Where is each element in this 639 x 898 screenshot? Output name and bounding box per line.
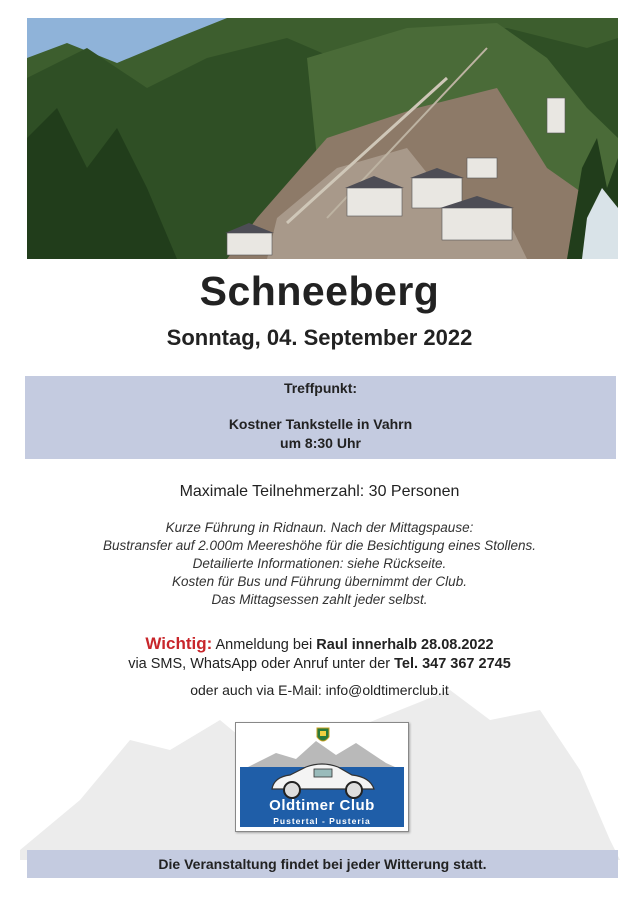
email-line: oder auch via E-Mail: info@oldtimerclub.it: [190, 682, 449, 698]
meeting-point-box: [25, 376, 616, 459]
registration-text: Anmeldung bei: [215, 637, 313, 653]
phone-number: Tel. 347 367 2745: [394, 656, 511, 672]
max-participants: Maximale Teilnehmerzahl: 30 Personen: [179, 483, 460, 500]
meeting-time: um 8:30 Uhr: [280, 435, 361, 451]
club-region: Pustertal - Pusteria: [273, 816, 371, 826]
meeting-label: Treffpunkt:: [283, 380, 358, 396]
description-line: Detailierte Informationen: siehe Rückseite.: [192, 556, 447, 571]
registration-line: [0, 634, 639, 654]
event-date: Sonntag, 04. September 2022: [166, 325, 473, 350]
header-photo: [27, 18, 618, 259]
description-line: Bustransfer auf 2.000m Meereshöhe für die Besichtigung eines Stollens.: [102, 538, 536, 553]
description-line: Das Mittagsessen zahlt jeder selbst.: [211, 592, 428, 607]
event-title: Schneeberg: [199, 268, 440, 314]
description: [0, 519, 639, 609]
contact-line: [0, 656, 639, 672]
important-label: Wichtig:: [145, 634, 213, 653]
registration-contact: Raul innerhalb 28.08.2022: [316, 637, 494, 653]
meeting-address: Kostner Tankstelle in Vahrn: [228, 416, 413, 432]
vintage-car-icon: [266, 759, 378, 801]
club-name: Oldtimer Club: [269, 797, 375, 814]
oldtimer-club-logo: [235, 722, 409, 832]
contact-methods: via SMS, WhatsApp oder Anruf unter der: [128, 656, 391, 672]
description-line: Kosten für Bus und Führung übernimmt der Club.: [172, 574, 467, 589]
description-line: Kurze Führung in Ridnaun. Nach der Mittagspause:: [165, 520, 474, 535]
footer-note: Die Veranstaltung findet bei jeder Witterung statt.: [27, 850, 618, 878]
